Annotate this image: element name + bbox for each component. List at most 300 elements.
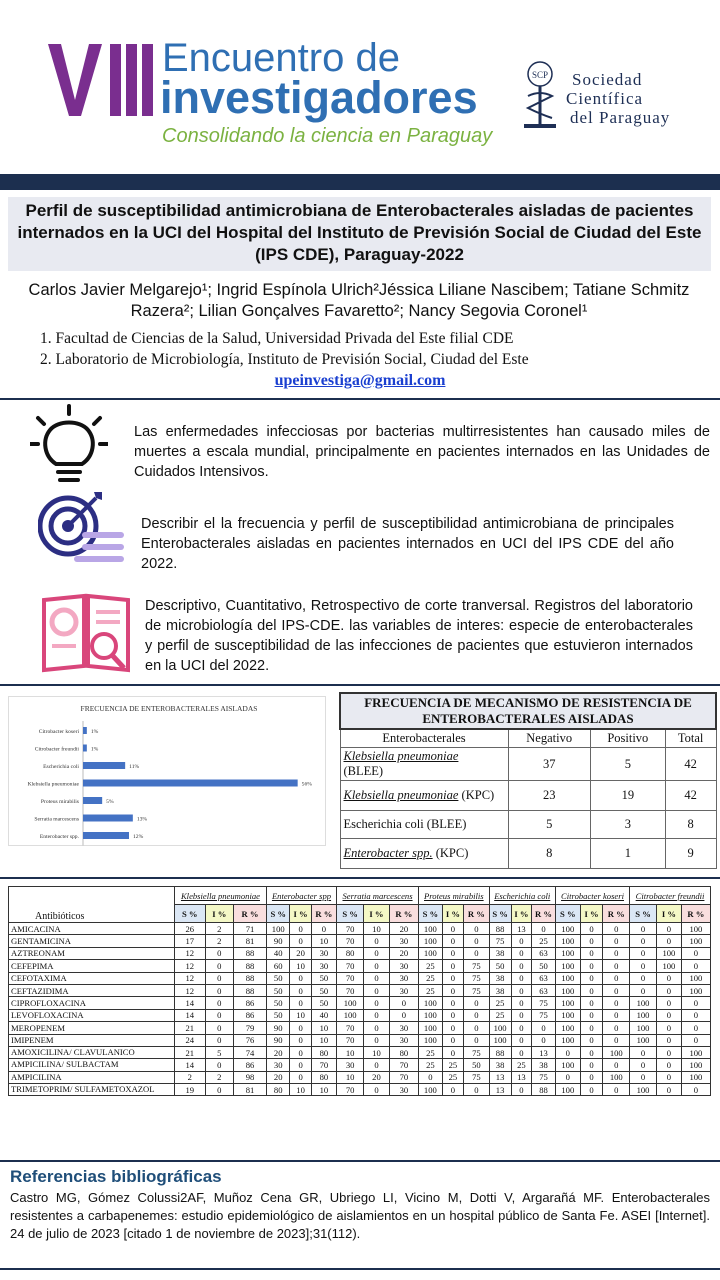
susceptibility-cell: 0 [603, 960, 630, 972]
susceptibility-cell: 25 [419, 984, 442, 996]
bar [83, 727, 87, 734]
susceptibility-cell: 0 [656, 1071, 681, 1083]
chart-title: FRECUENCIA DE ENTEROBACTERALES AISLADAS [80, 704, 258, 713]
susceptibility-cell: 79 [233, 1022, 266, 1034]
susceptibility-cell: 0 [464, 1022, 489, 1034]
table-row [9, 1084, 711, 1096]
susceptibility-cell: 100 [681, 984, 710, 996]
susceptibility-cell: 0 [464, 1034, 489, 1046]
resistance-organism [340, 839, 508, 869]
susceptibility-cell: 0 [681, 1022, 710, 1034]
antibiotic-name: CEFEPIMA [9, 960, 175, 972]
susceptibility-cell: 0 [603, 997, 630, 1009]
susceptibility-cell: 0 [511, 947, 531, 959]
susceptibility-cell: 2 [205, 923, 233, 935]
susceptibility-cell: 0 [511, 1009, 531, 1021]
susceptibility-cell: 100 [419, 1022, 442, 1034]
susceptibility-cell: 0 [364, 960, 389, 972]
susceptibility-cell: 70 [336, 984, 363, 996]
susceptibility-cell: 0 [442, 997, 464, 1009]
table-row [9, 984, 711, 996]
susceptibility-cell: 0 [580, 923, 603, 935]
susceptibility-cell: 0 [681, 997, 710, 1009]
susceptibility-cell: 90 [267, 935, 290, 947]
susceptibility-cell: 13 [532, 1046, 556, 1058]
susceptibility-cell: 50 [532, 960, 556, 972]
susceptibility-cell: 75 [464, 1046, 489, 1058]
susceptibility-cell: 70 [336, 960, 363, 972]
susceptibility-cell: 0 [656, 923, 681, 935]
susceptibility-cell: 0 [603, 947, 630, 959]
objective-paragraph: Describir el la frecuencia y perfil de susceptibilidad antimicrobiana de principales Enterobacterales aisladas en pacientes internados en UCI del IPS CDE del año 2022. [141, 516, 674, 572]
susceptibility-cell: 30 [336, 1059, 363, 1071]
susceptibility-cell: 70 [336, 935, 363, 947]
section-divider [0, 684, 720, 686]
susceptibility-cell: 20 [389, 947, 419, 959]
intro-paragraph: Las enfermedades infecciosas por bacterias multirresistentes han causado miles de muertes a escala mundial, principalmente en pacientes internados en las Unidades de Cuidados Intensivos. [134, 424, 710, 480]
metric-header: I % [364, 905, 389, 923]
susceptibility-cell: 0 [442, 947, 464, 959]
susceptibility-cell: 75 [464, 960, 489, 972]
susceptibility-cell: 100 [630, 1022, 657, 1034]
susceptibility-cell: 100 [656, 960, 681, 972]
susceptibility-cell: 81 [233, 935, 266, 947]
category-label: Citrobacter koseri [38, 729, 79, 735]
susceptibility-cell: 0 [630, 960, 657, 972]
susceptibility-cell: 71 [233, 923, 266, 935]
data-label: 1% [90, 746, 99, 753]
susceptibility-cell: 88 [233, 972, 266, 984]
metric-header: S % [419, 905, 442, 923]
resistance-total-cell: 42 [665, 748, 716, 781]
susceptibility-cell: 0 [442, 1084, 464, 1096]
antibiotic-name: LEVOFLOXACINA [9, 1009, 175, 1021]
susceptibility-cell: 86 [233, 1009, 266, 1021]
metric-header: I % [656, 905, 681, 923]
resistance-organism [340, 748, 508, 781]
susceptibility-cell: 100 [681, 1071, 710, 1083]
susceptibility-cell: 10 [364, 923, 389, 935]
organism-header: Citrobacter koseri [555, 887, 629, 905]
metric-header: I % [442, 905, 464, 923]
susceptibility-cell: 13 [511, 1071, 531, 1083]
susceptibility-cell: 70 [336, 1034, 363, 1046]
susceptibility-cell: 50 [464, 1059, 489, 1071]
table-row [9, 1046, 711, 1058]
susceptibility-cell: 75 [464, 984, 489, 996]
antibiotic-name: GENTAMICINA [9, 935, 175, 947]
susceptibility-cell: 25 [489, 1009, 511, 1021]
susceptibility-cell: 14 [174, 1059, 205, 1071]
susceptibility-cell: 0 [364, 997, 389, 1009]
susceptibility-cell: 100 [419, 1034, 442, 1046]
susceptibility-cell: 100 [489, 1022, 511, 1034]
susceptibility-cell: 0 [389, 997, 419, 1009]
susceptibility-cell: 0 [656, 972, 681, 984]
event-tagline: Consolidando la ciencia en Paraguay [162, 125, 493, 147]
susceptibility-cell: 5 [205, 1046, 233, 1058]
susceptibility-cell: 100 [603, 1071, 630, 1083]
resistance-neg-cell: 8 [508, 839, 590, 869]
susceptibility-cell: 0 [511, 960, 531, 972]
susceptibility-cell: 10 [364, 1046, 389, 1058]
table-row [9, 935, 711, 947]
susceptibility-cell: 0 [464, 923, 489, 935]
susceptibility-cell: 0 [464, 997, 489, 1009]
susceptibility-cell: 0 [630, 972, 657, 984]
susceptibility-cell: 0 [603, 1009, 630, 1021]
table-row [9, 947, 711, 959]
susceptibility-cell: 0 [630, 935, 657, 947]
susceptibility-cell: 0 [603, 1084, 630, 1096]
susceptibility-cell: 0 [603, 923, 630, 935]
susceptibility-cell: 70 [389, 1059, 419, 1071]
society-logo-text: SCP [531, 70, 549, 80]
susceptibility-cell: 20 [389, 923, 419, 935]
mechanism-label: (BLEE) [343, 764, 384, 778]
susceptibility-cell: 20 [290, 947, 311, 959]
susceptibility-cell: 0 [630, 1071, 657, 1083]
susceptibility-cell: 0 [656, 984, 681, 996]
susceptibility-cell: 0 [555, 1071, 580, 1083]
susceptibility-cell: 0 [580, 1009, 603, 1021]
table-row [9, 997, 711, 1009]
susceptibility-cell: 0 [290, 1046, 311, 1058]
susceptibility-cell: 0 [205, 1034, 233, 1046]
susceptibility-cell: 0 [205, 1009, 233, 1021]
susceptibility-cell: 0 [205, 1059, 233, 1071]
resistance-neg-cell: 37 [508, 748, 590, 781]
metric-header: S % [489, 905, 511, 923]
references-title: Referencias bibliográficas [10, 1167, 222, 1186]
antibiotic-name: CEFOTAXIMA [9, 972, 175, 984]
susceptibility-cell: 21 [174, 1022, 205, 1034]
susceptibility-cell: 0 [364, 947, 389, 959]
susceptibility-cell: 0 [442, 1022, 464, 1034]
susceptibility-cell: 0 [290, 1059, 311, 1071]
susceptibility-cell: 0 [681, 1034, 710, 1046]
susceptibility-cell: 0 [532, 1034, 556, 1046]
antibiotics-header: Antibióticos [9, 887, 175, 923]
susceptibility-cell: 75 [532, 997, 556, 1009]
susceptibility-cell: 0 [656, 1022, 681, 1034]
susceptibility-cell: 81 [233, 1084, 266, 1096]
susceptibility-cell: 0 [580, 960, 603, 972]
susceptibility-cell: 0 [290, 1034, 311, 1046]
table-row [9, 1022, 711, 1034]
susceptibility-cell: 19 [174, 1084, 205, 1096]
susceptibility-cell: 13 [489, 1084, 511, 1096]
susceptibility-cell: 0 [603, 984, 630, 996]
susceptibility-cell: 0 [603, 972, 630, 984]
susceptibility-cell: 0 [603, 1059, 630, 1071]
susceptibility-cell: 50 [267, 984, 290, 996]
antibiotic-name: IMIPENEM [9, 1034, 175, 1046]
susceptibility-cell: 88 [233, 947, 266, 959]
susceptibility-cell: 0 [290, 984, 311, 996]
susceptibility-cell: 100 [267, 923, 290, 935]
susceptibility-cell: 0 [364, 1059, 389, 1071]
society-name-line2: Científica [566, 89, 644, 108]
category-label: Serratia marcescens [34, 816, 79, 823]
research-book-icon [40, 588, 132, 680]
susceptibility-cell: 0 [681, 947, 710, 959]
susceptibility-cell: 0 [442, 1034, 464, 1046]
antibiotic-name: TRIMETOPRIM/ SULFAMETOXAZOL [9, 1084, 175, 1096]
susceptibility-cell: 80 [267, 1084, 290, 1096]
susceptibility-cell: 0 [555, 1046, 580, 1058]
resistance-neg-cell: 23 [508, 781, 590, 811]
susceptibility-cell: 12 [174, 947, 205, 959]
susceptibility-cell: 0 [464, 1009, 489, 1021]
susceptibility-cell: 0 [580, 984, 603, 996]
susceptibility-cell: 50 [267, 972, 290, 984]
resistance-total-cell: 9 [665, 839, 716, 869]
susceptibility-cell: 0 [580, 997, 603, 1009]
susceptibility-cell: 100 [681, 923, 710, 935]
antibiotic-name: AMICACINA [9, 923, 175, 935]
bar [83, 745, 87, 752]
data-label: 11% [129, 764, 140, 770]
section-divider [0, 877, 720, 879]
resistance-row [340, 839, 716, 869]
susceptibility-cell: 75 [532, 1071, 556, 1083]
mechanism-label: (KPC) [461, 788, 495, 802]
susceptibility-cell: 0 [364, 1009, 389, 1021]
susceptibility-cell: 60 [267, 960, 290, 972]
susceptibility-cell: 0 [364, 1022, 389, 1034]
susceptibility-cell: 25 [442, 1071, 464, 1083]
category-label: Enterobacter spp. [39, 834, 79, 840]
susceptibility-cell: 0 [290, 923, 311, 935]
susceptibility-cell: 25 [419, 1059, 442, 1071]
resistance-pos-cell: 19 [590, 781, 665, 811]
susceptibility-cell: 0 [656, 1046, 681, 1058]
susceptibility-cell: 26 [174, 923, 205, 935]
antibiotic-name: CEFTAZIDIMA [9, 984, 175, 996]
society-logo-icon [520, 60, 560, 130]
susceptibility-cell: 0 [464, 935, 489, 947]
susceptibility-cell: 17 [174, 935, 205, 947]
resistance-mechanism-table [339, 692, 717, 869]
susceptibility-cell: 0 [580, 1046, 603, 1058]
lightbulb-icon [30, 404, 108, 490]
susceptibility-cell: 70 [311, 1059, 336, 1071]
table-row [9, 960, 711, 972]
susceptibility-cell: 0 [364, 984, 389, 996]
susceptibility-cell: 2 [205, 935, 233, 947]
organism-name: Klebsiella pneumoniae [343, 788, 459, 802]
susceptibility-cell: 80 [311, 1071, 336, 1083]
target-icon [38, 490, 128, 572]
susceptibility-cell: 25 [489, 997, 511, 1009]
susceptibility-cell: 0 [205, 984, 233, 996]
footer-divider [0, 1268, 720, 1270]
susceptibility-cell: 25 [442, 1059, 464, 1071]
susceptibility-cell: 0 [603, 1034, 630, 1046]
susceptibility-cell: 0 [511, 1034, 531, 1046]
susceptibility-cell: 0 [442, 984, 464, 996]
susceptibility-cell: 86 [233, 997, 266, 1009]
susceptibility-cell: 100 [555, 923, 580, 935]
susceptibility-cell: 70 [336, 972, 363, 984]
susceptibility-cell: 0 [205, 947, 233, 959]
susceptibility-cell: 14 [174, 1009, 205, 1021]
susceptibility-cell: 0 [364, 1084, 389, 1096]
susceptibility-cell: 0 [205, 960, 233, 972]
table-row [9, 1071, 711, 1083]
susceptibility-cell: 38 [489, 947, 511, 959]
category-label: Escherichia coli [43, 764, 79, 770]
organism-header: Escherichia coli [489, 887, 555, 905]
susceptibility-cell: 0 [511, 984, 531, 996]
susceptibility-cell: 2 [205, 1071, 233, 1083]
susceptibility-cell: 0 [364, 1034, 389, 1046]
susceptibility-cell: 0 [656, 1059, 681, 1071]
section-divider [0, 398, 720, 400]
susceptibility-cell: 0 [656, 997, 681, 1009]
susceptibility-cell: 30 [311, 947, 336, 959]
susceptibility-cell: 30 [389, 984, 419, 996]
metric-header: I % [290, 905, 311, 923]
susceptibility-cell: 74 [233, 1046, 266, 1058]
susceptibility-cell: 90 [267, 1034, 290, 1046]
susceptibility-cell: 90 [267, 1022, 290, 1034]
methods-paragraph: Descriptivo, Cuantitativo, Retrospectivo de corte tranversal. Registros del laboratorio de microbiología del IPS-CDE. las variables de interes: especie de enterobacterales y perfil de susceptibilidad de las infecciones de pacientes que estuvieron internados en la UCI del 2022. [145, 598, 693, 674]
susceptibility-cell: 76 [233, 1034, 266, 1046]
references-section [10, 1167, 710, 1243]
susceptibility-cell: 80 [311, 1046, 336, 1058]
susceptibility-cell: 38 [489, 984, 511, 996]
susceptibility-cell: 40 [267, 947, 290, 959]
resistance-organism [340, 811, 508, 839]
susceptibility-cell: 75 [489, 935, 511, 947]
susceptibility-cell: 100 [555, 1059, 580, 1071]
susceptibility-cell: 100 [630, 997, 657, 1009]
resistance-row [340, 811, 716, 839]
susceptibility-cell: 13 [511, 923, 531, 935]
susceptibility-cell: 0 [511, 1046, 531, 1058]
susceptibility-cell: 30 [389, 1022, 419, 1034]
susceptibility-cell: 0 [511, 997, 531, 1009]
susceptibility-cell: 38 [489, 972, 511, 984]
susceptibility-cell: 10 [311, 1022, 336, 1034]
susceptibility-cell: 20 [267, 1071, 290, 1083]
susceptibility-cell: 100 [681, 1059, 710, 1071]
res-header-neg: Negativo [508, 729, 590, 748]
organism-header-row [9, 887, 711, 905]
susceptibility-cell: 10 [311, 1084, 336, 1096]
susceptibility-cell: 50 [489, 960, 511, 972]
susceptibility-cell: 80 [336, 947, 363, 959]
susceptibility-cell: 30 [267, 1059, 290, 1071]
susceptibility-cell: 100 [681, 972, 710, 984]
enterobacterales-frequency-chart [8, 696, 326, 846]
susceptibility-cell: 0 [290, 1022, 311, 1034]
antibiotic-name: AZTREONAM [9, 947, 175, 959]
susceptibility-cell: 12 [174, 960, 205, 972]
susceptibility-cell: 10 [290, 1009, 311, 1021]
susceptibility-cell: 0 [290, 997, 311, 1009]
metric-header: I % [511, 905, 531, 923]
susceptibility-cell: 88 [233, 960, 266, 972]
metric-header: R % [389, 905, 419, 923]
susceptibility-cell: 13 [489, 1071, 511, 1083]
metric-header: R % [233, 905, 266, 923]
metric-header: S % [555, 905, 580, 923]
susceptibility-cell: 0 [681, 960, 710, 972]
susceptibility-cell: 0 [464, 947, 489, 959]
susceptibility-cell: 0 [511, 1084, 531, 1096]
susceptibility-cell: 0 [205, 1084, 233, 1096]
susceptibility-cell: 75 [464, 972, 489, 984]
resistance-table-title: FRECUENCIA DE MECANISMO DE RESISTENCIA DE ENTEROBACTERALES AISLADAS [340, 693, 716, 729]
organism-header: Serratia marcescens [336, 887, 418, 905]
data-label: 12% [133, 834, 144, 840]
susceptibility-cell: 100 [555, 984, 580, 996]
susceptibility-cell: 100 [419, 923, 442, 935]
susceptibility-cell: 75 [532, 1009, 556, 1021]
susceptibility-cell: 0 [290, 972, 311, 984]
data-label: 1% [90, 729, 99, 735]
susceptibility-cell: 100 [681, 935, 710, 947]
susceptibility-cell: 25 [419, 960, 442, 972]
table-row [9, 972, 711, 984]
susceptibility-cell: 100 [555, 1034, 580, 1046]
mechanism-label: (KPC) [435, 846, 469, 860]
susceptibility-cell: 0 [532, 923, 556, 935]
table-row [9, 1009, 711, 1021]
contact-email-link[interactable]: upeinvestiga@gmail.com [274, 372, 446, 389]
susceptibility-cell: 0 [442, 960, 464, 972]
susceptibility-cell: 100 [681, 1046, 710, 1058]
susceptibility-cell: 88 [489, 1046, 511, 1058]
susceptibility-cell: 0 [580, 1022, 603, 1034]
susceptibility-cell: 0 [442, 1046, 464, 1058]
metric-header: R % [532, 905, 556, 923]
susceptibility-cell: 100 [419, 997, 442, 1009]
susceptibility-cell: 0 [580, 1084, 603, 1096]
section-divider [0, 1160, 720, 1162]
susceptibility-cell: 0 [630, 923, 657, 935]
susceptibility-cell: 0 [511, 935, 531, 947]
susceptibility-cell: 63 [532, 972, 556, 984]
susceptibility-cell: 0 [389, 1009, 419, 1021]
event-title-line2: investigadores [160, 72, 478, 123]
susceptibility-cell: 21 [174, 1046, 205, 1058]
susceptibility-cell: 0 [630, 947, 657, 959]
susceptibility-cell: 10 [290, 960, 311, 972]
susceptibility-cell: 100 [419, 1009, 442, 1021]
susceptibility-cell: 98 [233, 1071, 266, 1083]
susceptibility-cell: 70 [389, 1071, 419, 1083]
susceptibility-cell: 20 [267, 1046, 290, 1058]
susceptibility-cell: 0 [630, 984, 657, 996]
susceptibility-cell: 0 [580, 1071, 603, 1083]
susceptibility-cell: 0 [205, 997, 233, 1009]
susceptibility-cell: 70 [336, 923, 363, 935]
society-name-line3: del Paraguay [570, 108, 671, 127]
metric-header: R % [603, 905, 630, 923]
susceptibility-cell: 0 [656, 935, 681, 947]
susceptibility-cell: 100 [603, 1046, 630, 1058]
susceptibility-cell: 10 [311, 1034, 336, 1046]
resistance-neg-cell: 5 [508, 811, 590, 839]
susceptibility-cell: 0 [364, 935, 389, 947]
authors-line: Carlos Javier Melgarejo¹; Ingrid Espínola Ulrich²Jéssica Liliane Nascibem; Tatiane Schmitz Razera²; Lilian Gonçalves Favaretto²; Nancy Segovia Coronel¹ [28, 281, 690, 320]
susceptibility-cell: 20 [364, 1071, 389, 1083]
susceptibility-cell: 100 [555, 1022, 580, 1034]
